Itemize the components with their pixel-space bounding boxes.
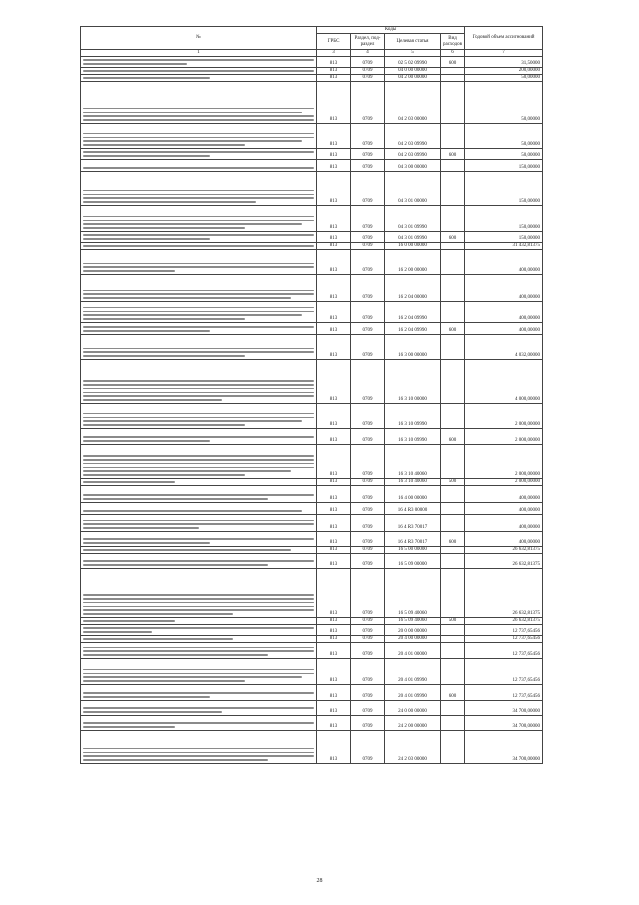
cell-grbs: 813 (317, 404, 351, 429)
header-row-top (81, 27, 543, 34)
table-row (81, 160, 543, 172)
cell-vid (441, 731, 465, 764)
row-description (81, 486, 317, 503)
cell-amount: 34 700,00000 (465, 716, 543, 731)
column-header-codes: Коды (317, 27, 465, 34)
cell-grbs: 813 (317, 429, 351, 445)
cell-rzpr: 0709 (351, 625, 385, 636)
cell-rzpr: 0709 (351, 302, 385, 323)
row-description (81, 250, 317, 275)
cell-vid: 600 (441, 323, 465, 335)
table-row (81, 275, 543, 302)
cell-amount: 26 632,81375 (465, 554, 543, 569)
cell-vid (441, 82, 465, 124)
cell-target: 16 3 10 40060 (385, 445, 441, 479)
row-description (81, 57, 317, 68)
table-row (81, 243, 543, 250)
cell-rzpr: 0709 (351, 503, 385, 515)
row-description (81, 445, 317, 479)
cell-rzpr: 0709 (351, 685, 385, 701)
cell-rzpr: 0709 (351, 243, 385, 250)
cell-grbs: 813 (317, 335, 351, 360)
cell-target: 04 2 03 09990 (385, 149, 441, 160)
cell-rzpr: 0709 (351, 618, 385, 625)
cell-amount: 4 000,00000 (465, 360, 543, 404)
cell-amount: 400,00000 (465, 532, 543, 547)
row-description (81, 625, 317, 636)
table-row (81, 323, 543, 335)
cell-target: 16 2 04 00000 (385, 275, 441, 302)
cell-target: 02 5 02 09990 (385, 57, 441, 68)
column-number: 3 (317, 50, 351, 57)
cell-target: 16 5 00 00000 (385, 547, 441, 554)
row-description (81, 275, 317, 302)
cell-grbs: 813 (317, 701, 351, 716)
table-row (81, 479, 543, 486)
cell-amount: 12 737,65456 (465, 636, 543, 643)
cell-amount: 12 737,65456 (465, 643, 543, 659)
cell-grbs: 813 (317, 685, 351, 701)
table-row (81, 429, 543, 445)
cell-rzpr: 0709 (351, 57, 385, 68)
cell-grbs: 813 (317, 731, 351, 764)
table-row (81, 360, 543, 404)
row-description (81, 716, 317, 731)
cell-grbs: 813 (317, 243, 351, 250)
column-numbering-row (81, 50, 543, 57)
cell-grbs: 813 (317, 160, 351, 172)
table-row (81, 643, 543, 659)
cell-amount: 31 432,81375 (465, 243, 543, 250)
cell-grbs: 813 (317, 250, 351, 275)
column-number: 5 (385, 50, 441, 57)
cell-vid (441, 250, 465, 275)
cell-rzpr: 0709 (351, 569, 385, 618)
table-row (81, 716, 543, 731)
cell-vid (441, 515, 465, 532)
cell-amount: 2 000,00000 (465, 479, 543, 486)
cell-amount: 4 032,00000 (465, 335, 543, 360)
cell-vid: 600 (441, 149, 465, 160)
row-description (81, 636, 317, 643)
cell-vid (441, 503, 465, 515)
page-number: 28 (316, 878, 323, 884)
cell-target: 16 5 09 40060 (385, 569, 441, 618)
cell-target: 16 2 00 00000 (385, 250, 441, 275)
row-description (81, 360, 317, 404)
table-row (81, 701, 543, 716)
row-description (81, 429, 317, 445)
table-row (81, 250, 543, 275)
table-row (81, 486, 543, 503)
cell-rzpr: 0709 (351, 75, 385, 82)
cell-grbs: 813 (317, 445, 351, 479)
row-description (81, 232, 317, 243)
cell-grbs: 813 (317, 636, 351, 643)
cell-grbs: 813 (317, 716, 351, 731)
cell-target: 16 4 00 00000 (385, 486, 441, 503)
row-description (81, 659, 317, 685)
row-description (81, 643, 317, 659)
budget-sheet (80, 26, 542, 764)
table-row (81, 149, 543, 160)
budget-table-body (81, 57, 543, 764)
row-description (81, 206, 317, 232)
row-description (81, 75, 317, 82)
cell-rzpr: 0709 (351, 206, 385, 232)
table-row (81, 232, 543, 243)
cell-rzpr: 0709 (351, 404, 385, 429)
cell-vid (441, 569, 465, 618)
row-description (81, 160, 317, 172)
cell-grbs: 813 (317, 275, 351, 302)
row-description (81, 618, 317, 625)
cell-amount: 26 632,81375 (465, 569, 543, 618)
cell-grbs: 813 (317, 57, 351, 68)
cell-rzpr: 0709 (351, 532, 385, 547)
row-description (81, 554, 317, 569)
cell-rzpr: 0709 (351, 731, 385, 764)
column-number: 4 (351, 50, 385, 57)
table-row (81, 75, 543, 82)
row-description (81, 532, 317, 547)
row-description (81, 124, 317, 149)
cell-vid (441, 75, 465, 82)
cell-amount: 150,00000 (465, 232, 543, 243)
cell-grbs: 813 (317, 360, 351, 404)
cell-rzpr: 0709 (351, 659, 385, 685)
table-row (81, 302, 543, 323)
cell-grbs: 813 (317, 625, 351, 636)
cell-rzpr: 0709 (351, 486, 385, 503)
table-row (81, 124, 543, 149)
row-description (81, 731, 317, 764)
row-description (81, 404, 317, 429)
cell-grbs: 813 (317, 302, 351, 323)
cell-vid: 600 (441, 232, 465, 243)
cell-target: 04 2 03 00000 (385, 82, 441, 124)
table-row (81, 172, 543, 206)
cell-rzpr: 0709 (351, 445, 385, 479)
cell-amount: 26 632,81375 (465, 618, 543, 625)
cell-amount: 400,00000 (465, 250, 543, 275)
cell-vid (441, 68, 465, 75)
cell-grbs: 813 (317, 68, 351, 75)
cell-amount: 400,00000 (465, 486, 543, 503)
cell-grbs: 813 (317, 486, 351, 503)
cell-amount: 12 737,65456 (465, 685, 543, 701)
cell-vid (441, 172, 465, 206)
cell-target: 20 4 00 00000 (385, 636, 441, 643)
row-description (81, 149, 317, 160)
table-row (81, 685, 543, 701)
cell-amount: 50,00000 (465, 124, 543, 149)
cell-rzpr: 0709 (351, 160, 385, 172)
cell-amount: 400,00000 (465, 302, 543, 323)
cell-amount: 50,00000 (465, 75, 543, 82)
budget-table (80, 26, 543, 764)
cell-target: 24 0 00 00000 (385, 701, 441, 716)
cell-vid: 600 (441, 685, 465, 701)
cell-rzpr: 0709 (351, 429, 385, 445)
cell-grbs: 813 (317, 232, 351, 243)
cell-vid: 600 (441, 429, 465, 445)
cell-grbs: 813 (317, 149, 351, 160)
cell-target: 16 5 09 00000 (385, 554, 441, 569)
cell-vid: 600 (441, 57, 465, 68)
cell-target: 04 0 00 00000 (385, 68, 441, 75)
cell-grbs: 813 (317, 172, 351, 206)
cell-vid (441, 360, 465, 404)
cell-vid (441, 275, 465, 302)
row-description (81, 479, 317, 486)
column-header-no: № (81, 27, 317, 50)
cell-rzpr: 0709 (351, 547, 385, 554)
cell-target: 20 4 01 00000 (385, 643, 441, 659)
cell-target: 20 0 00 00000 (385, 625, 441, 636)
table-row (81, 404, 543, 429)
cell-grbs: 813 (317, 75, 351, 82)
table-row (81, 554, 543, 569)
cell-amount: 200,00000 (465, 68, 543, 75)
cell-rzpr: 0709 (351, 479, 385, 486)
cell-rzpr: 0709 (351, 515, 385, 532)
table-row (81, 636, 543, 643)
row-description (81, 302, 317, 323)
cell-target: 16 4 R3 70017 (385, 532, 441, 547)
cell-vid (441, 701, 465, 716)
cell-target: 04 3 01 09990 (385, 206, 441, 232)
row-description (81, 243, 317, 250)
cell-rzpr: 0709 (351, 335, 385, 360)
cell-vid (441, 554, 465, 569)
cell-amount: 50,00000 (465, 82, 543, 124)
cell-vid: 500 (441, 618, 465, 625)
cell-target: 16 3 00 00000 (385, 335, 441, 360)
cell-vid (441, 445, 465, 479)
cell-grbs: 813 (317, 547, 351, 554)
cell-vid (441, 716, 465, 731)
cell-target: 20 4 01 09990 (385, 685, 441, 701)
column-number: 6 (441, 50, 465, 57)
cell-target: 16 5 09 40060 (385, 618, 441, 625)
cell-rzpr: 0709 (351, 643, 385, 659)
cell-rzpr: 0709 (351, 232, 385, 243)
cell-target: 16 4 R3 70017 (385, 515, 441, 532)
column-header-amount: Годовой объем ассигнований (465, 27, 543, 50)
cell-amount: 50,00000 (465, 149, 543, 160)
cell-target: 16 3 10 09990 (385, 404, 441, 429)
cell-target: 16 4 R3 00000 (385, 503, 441, 515)
cell-amount: 150,00000 (465, 206, 543, 232)
cell-vid: 600 (441, 532, 465, 547)
table-row (81, 445, 543, 479)
cell-vid (441, 243, 465, 250)
row-description (81, 335, 317, 360)
cell-target: 16 3 10 00000 (385, 360, 441, 404)
row-description (81, 547, 317, 554)
cell-vid (441, 206, 465, 232)
row-description (81, 515, 317, 532)
cell-vid (441, 404, 465, 429)
row-description (81, 68, 317, 75)
cell-amount: 150,00000 (465, 172, 543, 206)
cell-grbs: 813 (317, 503, 351, 515)
cell-target: 24 2 00 00000 (385, 716, 441, 731)
cell-amount: 400,00000 (465, 503, 543, 515)
cell-target: 16 0 00 00000 (385, 243, 441, 250)
column-header-rzpr: Раздел, под-раздел (351, 34, 385, 50)
table-row (81, 569, 543, 618)
row-description (81, 503, 317, 515)
cell-amount: 400,00000 (465, 323, 543, 335)
cell-grbs: 813 (317, 206, 351, 232)
table-row (81, 57, 543, 68)
cell-grbs: 813 (317, 659, 351, 685)
cell-vid (441, 124, 465, 149)
cell-amount: 400,00000 (465, 275, 543, 302)
cell-amount: 34 700,00000 (465, 731, 543, 764)
table-row (81, 82, 543, 124)
cell-target: 04 3 01 00000 (385, 172, 441, 206)
row-description (81, 323, 317, 335)
cell-rzpr: 0709 (351, 172, 385, 206)
table-row (81, 659, 543, 685)
cell-vid (441, 302, 465, 323)
cell-rzpr: 0709 (351, 554, 385, 569)
cell-vid (441, 659, 465, 685)
cell-rzpr: 0709 (351, 716, 385, 731)
column-number: 1 (81, 50, 317, 57)
cell-target: 16 3 10 09990 (385, 429, 441, 445)
cell-vid (441, 486, 465, 503)
table-row (81, 335, 543, 360)
cell-target: 24 2 03 00000 (385, 731, 441, 764)
cell-amount: 34 700,00000 (465, 701, 543, 716)
cell-target: 16 2 04 09990 (385, 302, 441, 323)
cell-amount: 12 737,65456 (465, 625, 543, 636)
cell-target: 20 4 01 09990 (385, 659, 441, 685)
table-row (81, 625, 543, 636)
column-number: 7 (465, 50, 543, 57)
table-row (81, 503, 543, 515)
cell-rzpr: 0709 (351, 149, 385, 160)
cell-rzpr: 0709 (351, 636, 385, 643)
cell-rzpr: 0709 (351, 323, 385, 335)
cell-target: 04 3 01 09990 (385, 232, 441, 243)
column-header-target: Целевая статья (385, 34, 441, 50)
cell-amount: 12 737,65456 (465, 659, 543, 685)
cell-grbs: 813 (317, 124, 351, 149)
cell-amount: 400,00000 (465, 515, 543, 532)
cell-grbs: 813 (317, 479, 351, 486)
cell-vid (441, 636, 465, 643)
cell-rzpr: 0709 (351, 250, 385, 275)
table-row (81, 618, 543, 625)
row-description (81, 82, 317, 124)
row-description (81, 172, 317, 206)
cell-amount: 2 000,00000 (465, 404, 543, 429)
cell-rzpr: 0709 (351, 360, 385, 404)
cell-vid (441, 643, 465, 659)
table-row (81, 532, 543, 547)
cell-target: 04 2 00 00000 (385, 75, 441, 82)
cell-rzpr: 0709 (351, 68, 385, 75)
cell-vid (441, 547, 465, 554)
cell-grbs: 813 (317, 532, 351, 547)
cell-vid (441, 335, 465, 360)
cell-target: 04 3 00 00000 (385, 160, 441, 172)
table-row (81, 68, 543, 75)
cell-amount: 150,00000 (465, 160, 543, 172)
table-row (81, 515, 543, 532)
table-row (81, 547, 543, 554)
cell-target: 04 2 03 09990 (385, 124, 441, 149)
cell-rzpr: 0709 (351, 82, 385, 124)
cell-amount: 2 000,00000 (465, 429, 543, 445)
cell-vid (441, 160, 465, 172)
cell-grbs: 813 (317, 554, 351, 569)
cell-target: 16 2 04 09990 (385, 323, 441, 335)
column-header-vid: Вид расходов (441, 34, 465, 50)
cell-amount: 26 632,81375 (465, 547, 543, 554)
cell-grbs: 813 (317, 515, 351, 532)
cell-vid: 500 (441, 479, 465, 486)
row-description (81, 685, 317, 701)
cell-grbs: 813 (317, 643, 351, 659)
cell-amount: 2 000,00000 (465, 445, 543, 479)
cell-grbs: 813 (317, 618, 351, 625)
table-row (81, 206, 543, 232)
cell-grbs: 813 (317, 323, 351, 335)
cell-rzpr: 0709 (351, 275, 385, 302)
table-row (81, 731, 543, 764)
row-description (81, 701, 317, 716)
cell-amount: 31,50000 (465, 57, 543, 68)
cell-vid (441, 625, 465, 636)
cell-rzpr: 0709 (351, 701, 385, 716)
cell-target: 16 3 10 40060 (385, 479, 441, 486)
cell-rzpr: 0709 (351, 124, 385, 149)
column-header-grbs: ГРБС (317, 34, 351, 50)
row-description (81, 569, 317, 618)
cell-grbs: 813 (317, 82, 351, 124)
cell-grbs: 813 (317, 569, 351, 618)
